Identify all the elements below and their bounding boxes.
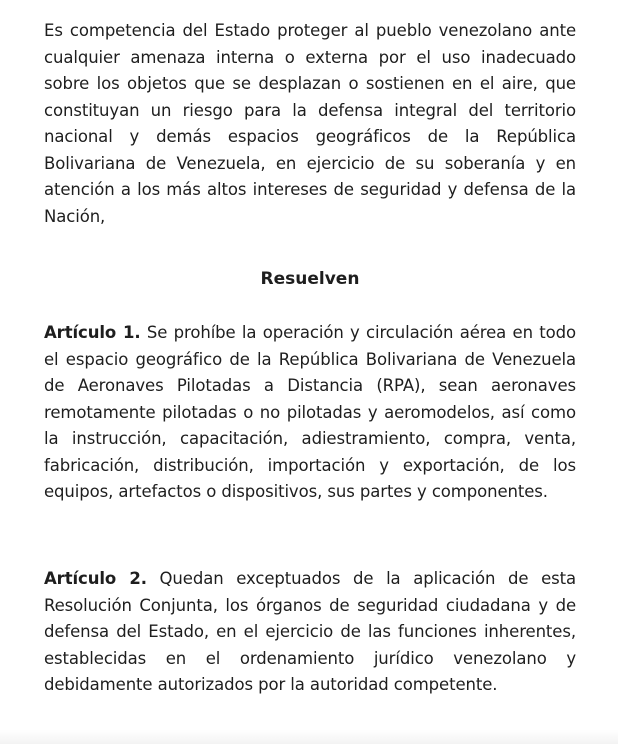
- section-heading: Resuelven: [260, 269, 360, 289]
- article-2: [44, 566, 576, 699]
- page-bottom-edge: [0, 730, 618, 744]
- article-2-label: Artículo 2.: [44, 569, 147, 588]
- intro-paragraph: Es competencia del Estado proteger al pueblo venezolano ante cualquier amenaza interna o externa por el uso inadecuado sobre los objetos que se desplazan o sostienen en el aire, que constituyan un riesgo para la defensa integral del territorio nacional y demás espacios geográficos de la República Bolivariana de Venezuela, en ejercicio de su soberanía y en atención a los más altos intereses de seguridad y defensa de la Nación,: [44, 21, 576, 226]
- article-2-text: Quedan exceptuados de la aplicación de esta Resolución Conjunta, los órganos de seguridad ciudadana y de defensa del Estado, en el ejercicio de las funciones inherentes, establecidas en el ordenamiento jurídico venezolano y debidamente autorizados por la autoridad competente.: [44, 569, 576, 694]
- article-1-text: Se prohíbe la operación y circulación aérea en todo el espacio geográfico de la República Bolivariana de Venezuela de Aeronaves Pilotadas a Distancia (RPA), sean aeronaves remotamente pilotadas o no pilotadas y aeromodelos, así como la instrucción, capacitación, adiestramiento, compra, venta, fabricación, distribución, importación y exportación, de los equipos, artefactos o dispositivos, sus partes y componentes.: [44, 323, 576, 501]
- article-1: [44, 320, 576, 506]
- article-1-label: Artículo 1.: [44, 323, 141, 342]
